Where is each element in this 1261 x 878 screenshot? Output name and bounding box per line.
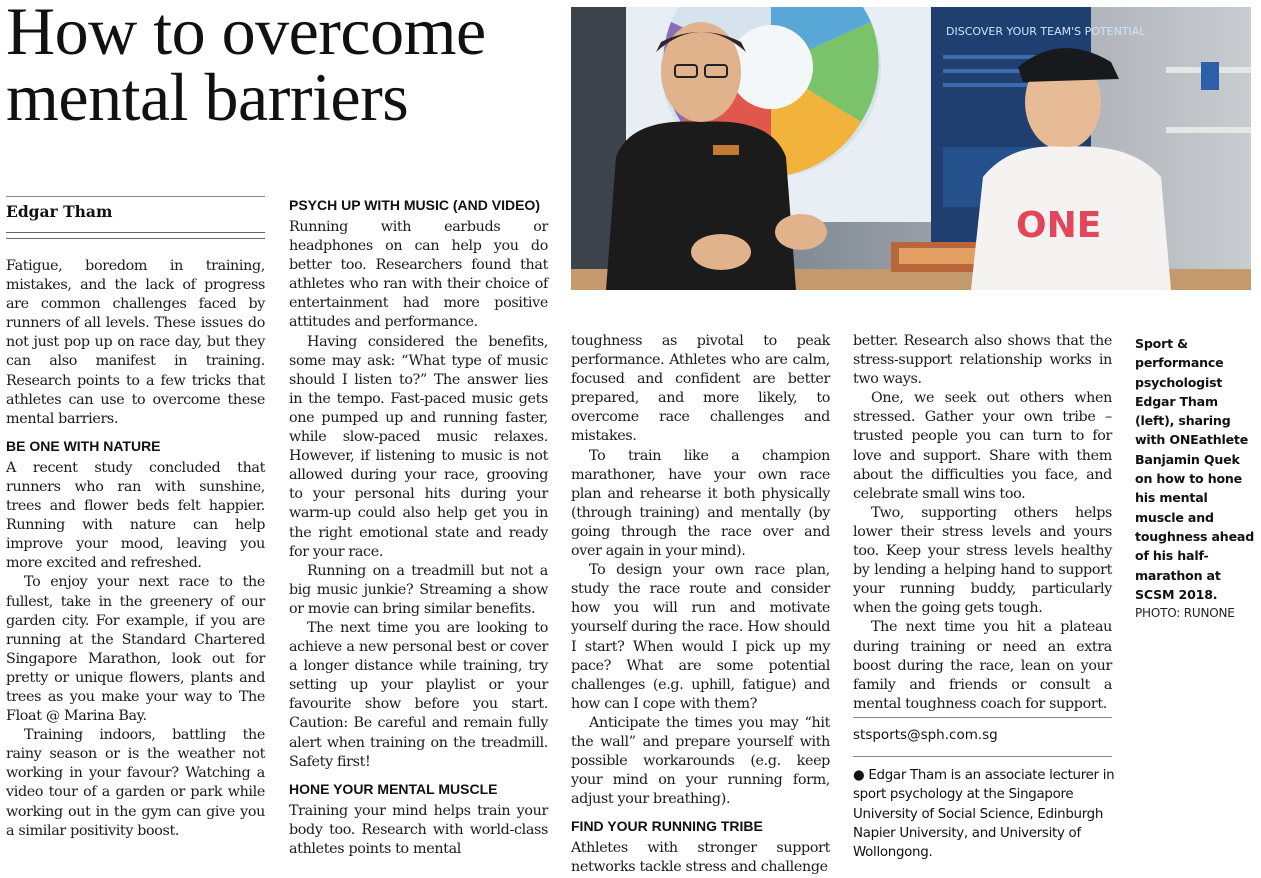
photo-caption bbox=[1135, 334, 1257, 623]
photo-illustration bbox=[571, 7, 1251, 290]
author-bio bbox=[853, 766, 1123, 862]
paragraph: Fatigue, boredom in training, mistakes, and the lack of progress are common challenges faced by runners of all levels. These issues do not just pop up on race day, but they can also manifest in training. Research points to a few tricks that athletes can use to overcome these mental barriers. bbox=[6, 258, 265, 427]
paragraph: The next time you hit a plateau during training or need an extra boost during the race, lean on your family and friends or consult a mental toughness coach for support. bbox=[853, 619, 1112, 712]
headline-line-2: mental barriers bbox=[6, 59, 409, 135]
author-email: stsports@sph.com.sg bbox=[853, 727, 998, 743]
paragraph: To train like a champion marathoner, have your own race plan and rehearse it both physically (through training) and mentally (by going through the race over and over again in your mind). bbox=[571, 447, 830, 560]
email-rule-top bbox=[853, 717, 1112, 718]
paragraph: Running on a treadmill but not a big music junkie? Streaming a show or movie can bring similar benefits. bbox=[289, 562, 548, 617]
shirt-logo-text: ONE bbox=[1016, 205, 1102, 246]
paragraph: Training indoors, battling the rainy season or is the weather not working in your favour? Watching a video tour of a garden or park while working out in the gym can give you a similar positivity boost. bbox=[6, 727, 265, 839]
article-photo bbox=[571, 7, 1251, 290]
section-heading: BE ONE WITH NATURE bbox=[6, 437, 161, 454]
article-column-2 bbox=[289, 196, 548, 859]
article-column-4 bbox=[853, 332, 1112, 714]
headline-line-1: How to overcome bbox=[6, 0, 486, 69]
screen-text: DISCOVER YOUR TEAM'S POTENTIAL bbox=[946, 25, 1146, 38]
author-bio-text: Edgar Tham is an associate lecturer in sport psychology at the Singapore University of Social Science, Edinburgh Napier University, and University of Wollongong. bbox=[853, 768, 1115, 861]
headline bbox=[6, 0, 566, 135]
section-heading: PSYCH UP WITH MUSIC (AND VIDEO) bbox=[289, 197, 540, 213]
photo-caption-text: Sport & performance psychologist Edgar Tham (left), sharing with ONEathlete Banjamin Quek on how to hone his mental muscle and toughness ahead of his half-marathon at SCSM 2018. bbox=[1135, 336, 1255, 602]
paragraph: Having considered the benefits, some may ask: “What type of music should I listen to?” The answer lies in the tempo. Fast-paced music gets one pumped up and running faster, while slow-paced music relaxes. However, if listening to music is not allowed during your race, grooving to your personal hits during your warm-up could also help get you in the right emotional state and ready for your race. bbox=[289, 333, 548, 560]
photo-credit: PHOTO: RUNONE bbox=[1135, 606, 1235, 621]
paragraph: A recent study concluded that runners who ran with sunshine, trees and flower beds felt happier. Running with nature can help improve your mood, leaving you more excited and refreshed. bbox=[6, 459, 265, 572]
paragraph: better. Research also shows that the stress-support relationship works in two ways. bbox=[853, 333, 1112, 388]
paragraph: Training your mind helps train your body too. Research with world-class athletes points to mental bbox=[289, 802, 548, 857]
byline-rule-bottom bbox=[6, 232, 265, 239]
email-rule-bottom bbox=[853, 756, 1112, 757]
section-heading: HONE YOUR MENTAL MUSCLE bbox=[289, 780, 498, 797]
paragraph: To enjoy your next race to the fullest, take in the greenery of our garden city. For example, if you are running at the Standard Chartered Singapore Marathon, look out for pretty or unique flowers, plants and trees as you make your way to The Float @ Marina Bay. bbox=[6, 574, 265, 725]
section-heading: FIND YOUR RUNNING TRIBE bbox=[571, 818, 763, 835]
article-column-3 bbox=[571, 332, 830, 878]
paragraph: Athletes with stronger support networks tackle stress and challenge bbox=[571, 840, 830, 876]
byline: Edgar Tham bbox=[6, 202, 113, 221]
byline-rule-top bbox=[6, 196, 265, 197]
paragraph: The next time you are looking to achieve a new personal best or cover a longer distance while training, try setting up your playlist or your favourite show before you start. Caution: Be careful and remain fully alert when training on the treadmill. Safety first! bbox=[289, 619, 548, 770]
paragraph: Running with earbuds or headphones on can help you do better too. Researchers found that athletes who ran with their choice of entertainment had more positive attitudes and performance. bbox=[289, 219, 548, 331]
paragraph: To design your own race plan, study the race route and consider how you will run and motivate yourself during the race. How should I start? When would I pick up my pace? What are some potential challenges (e.g. uphill, fatigue) and how can I cope with them? bbox=[571, 562, 830, 712]
paragraph: Anticipate the times you may “hit the wall” and prepare yourself with possible workarounds (e.g. keep your mind on your running form, adjust your breathing). bbox=[571, 714, 830, 808]
article-column-1 bbox=[6, 257, 265, 841]
paragraph: toughness as pivotal to peak performance. Athletes who are calm, focused and confident are better prepared, and more likely, to overcome race challenges and mistakes. bbox=[571, 333, 830, 445]
paragraph: Two, supporting others helps lower their stress levels and yours too. Keep your stress levels healthy by lending a helping hand to support your running buddy, particularly when the going gets tough. bbox=[853, 504, 1112, 617]
paragraph: One, we seek out others when stressed. Gather your own tribe – trusted people you can turn to for love and support. Share with them about the difficulties you face, and celebrate small wins too. bbox=[853, 390, 1112, 502]
bullet-icon: ● bbox=[853, 768, 865, 783]
